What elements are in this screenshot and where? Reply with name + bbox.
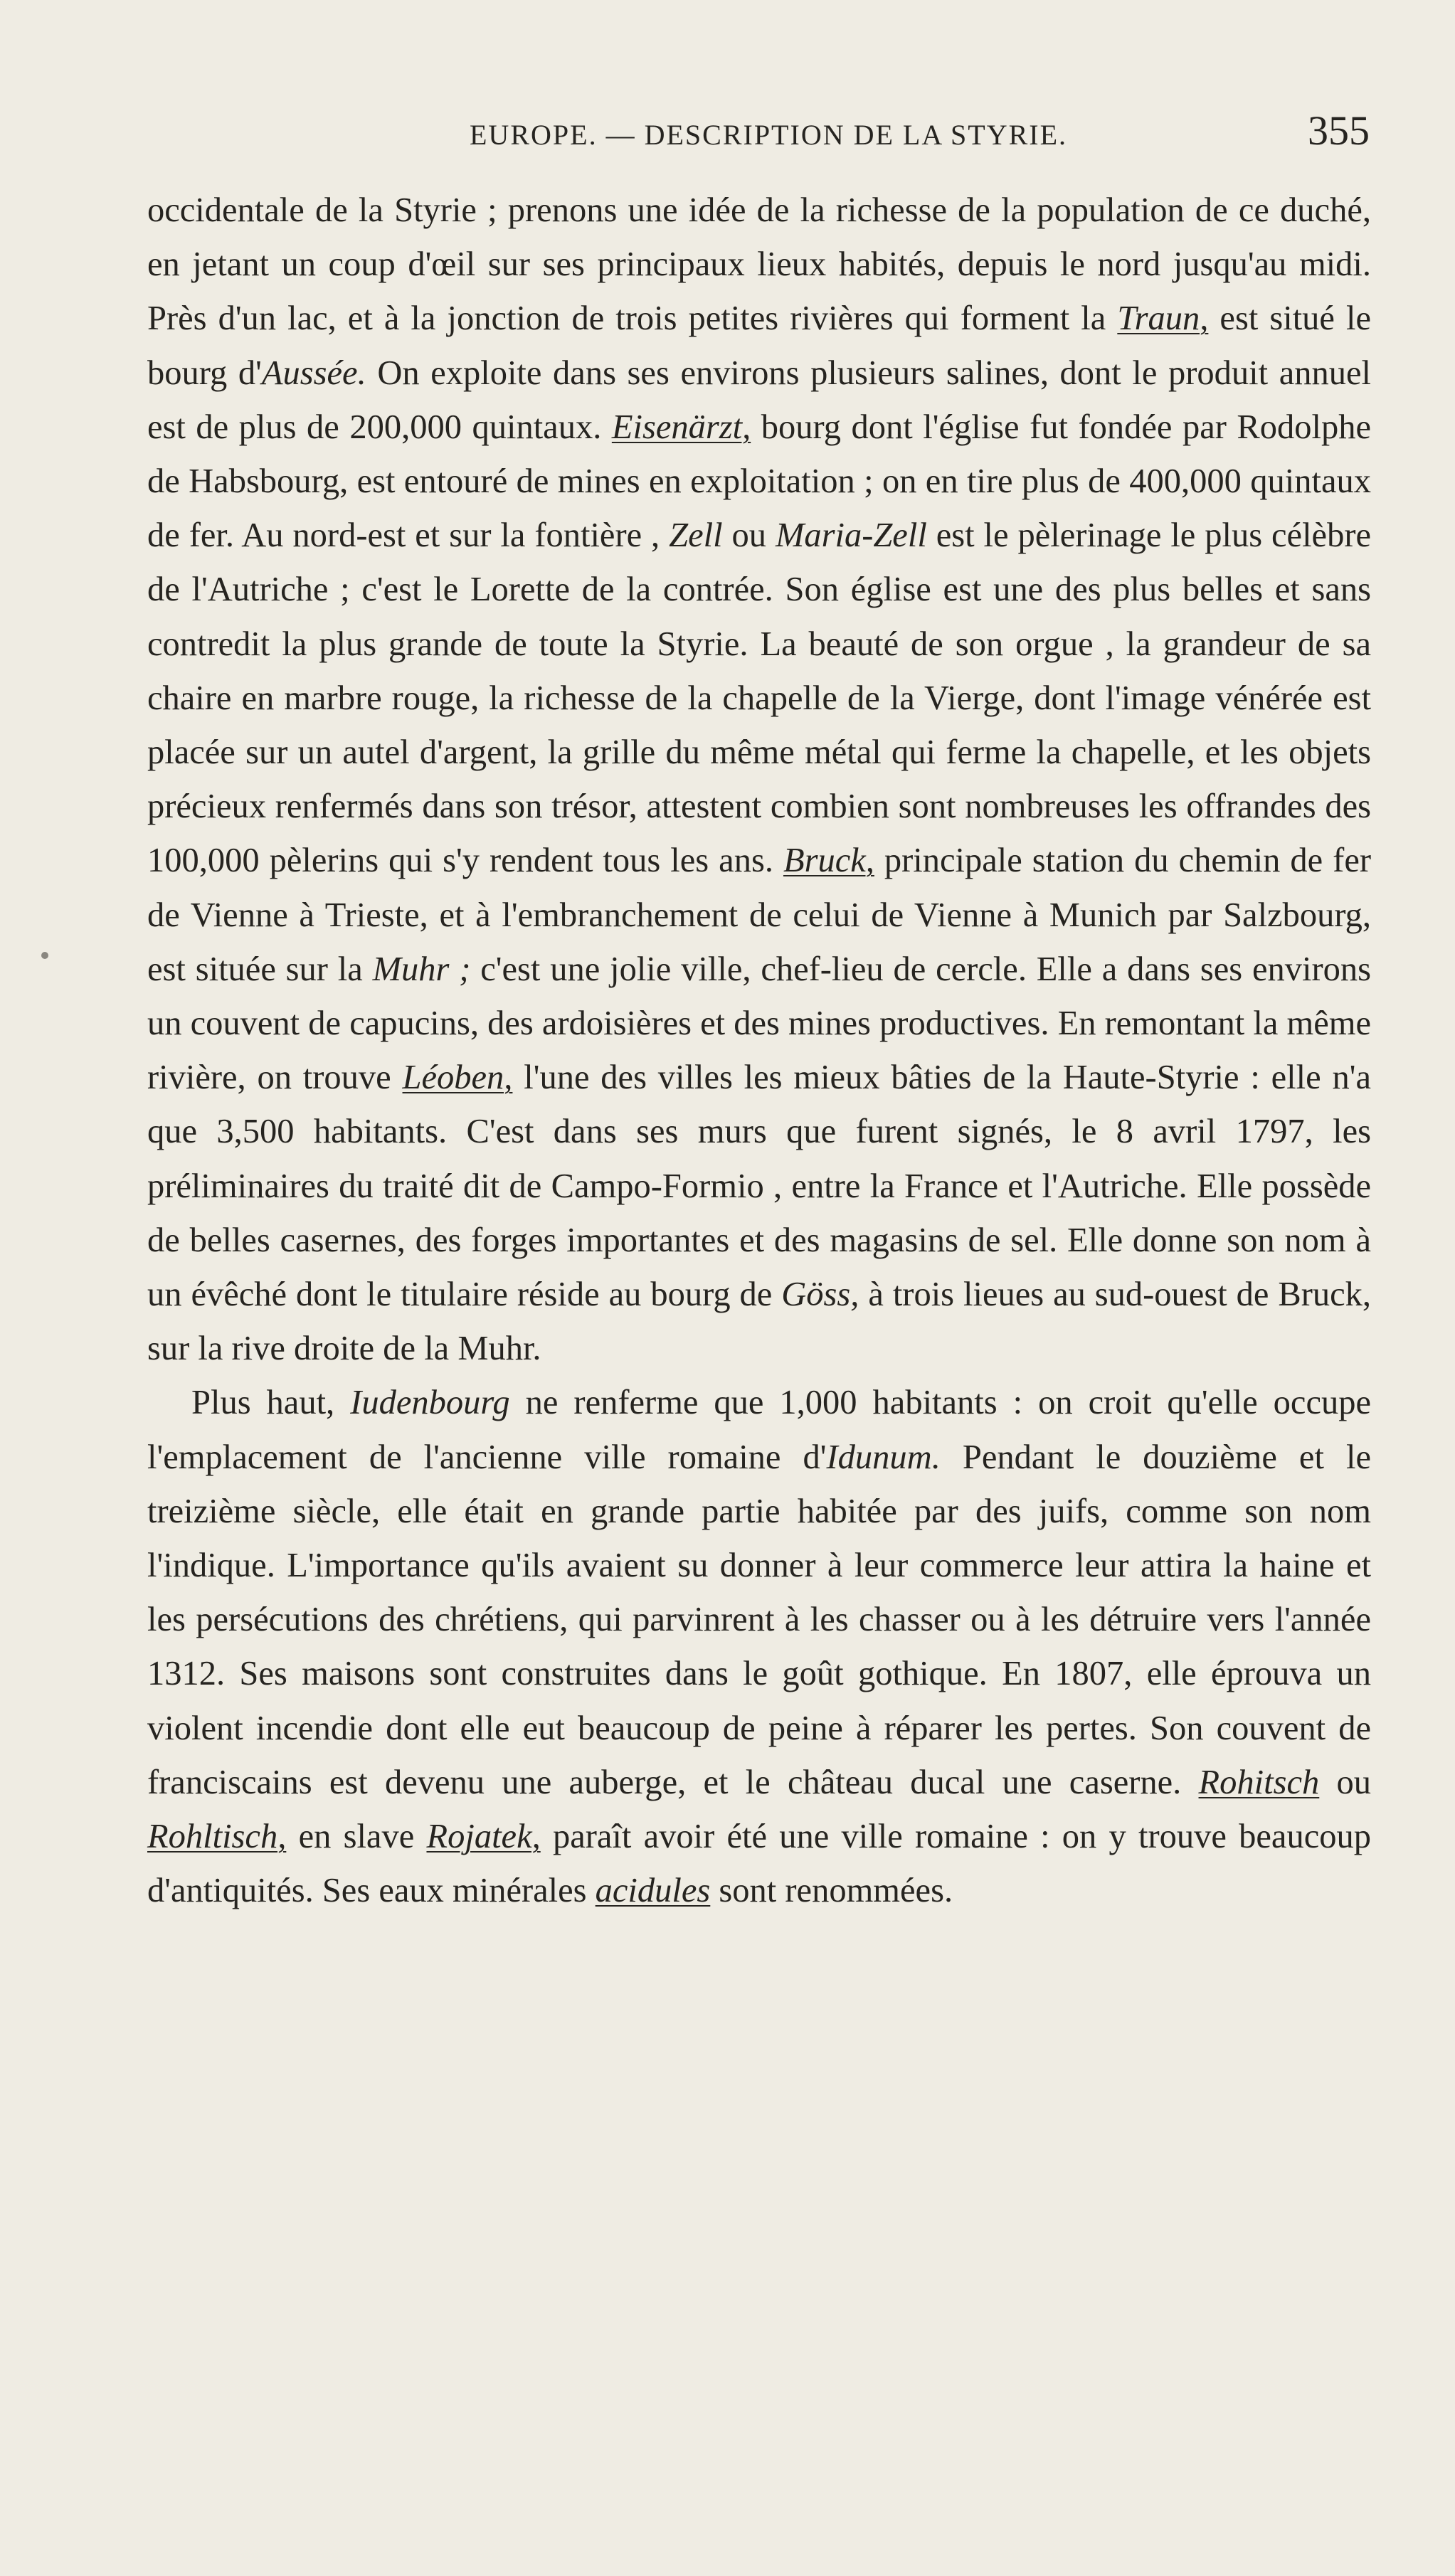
place-maria-zell: Maria-Zell [775, 516, 927, 555]
place-idunum: Idunum. [826, 1438, 941, 1476]
term-acidules: acidules [595, 1872, 711, 1910]
paragraph-styria-towns: occidentale de la Styrie ; prenons une idée de la richesse de la population de ce duché, en jetant un coup d'œil sur ses principaux lieux habités, depuis le nord jusqu'au midi. Près d'un lac, et à la jonction de trois petites rivières qui forment la Traun, est situé le bourg d'Aussée. On exploite dans ses environs plusieurs salines, dont le produit annuel est de plus de 200,000 quintaux. Eisenärzt, bourg dont l'église fut fondée par Rodolphe de Habsbourg, est entouré de mines en exploitation ; on en tire plus de 400,000 quintaux de fer. Au nord-est et sur la fontière , Zell ou Maria-Zell est le pèlerinage le plus célèbre de l'Autriche ; c'est le Lorette de la contrée. Son église est une des plus belles et sans contredit la plus grande de toute la Styrie. La beauté de son orgue , la grandeur de sa chaire en marbre rouge, la richesse de la chapelle de la Vierge, dont l'image vénérée est placée sur un autel d'argent, la grille du même métal qui ferme la chapelle, et les objets précieux renfermés dans son trésor, attestent combien sont nombreuses les offrandes des 100,000 pèlerins qui s'y rendent tous les ans. Bruck, principale station du chemin de fer de Vienne à Trieste, et à l'embranchement de celui de Vienne à Munich par Salzbourg, est située sur la Muhr ; c'est une jolie ville, chef-lieu de cercle. Elle a dans ses environs un couvent de capucins, des ardoisières et des mines productives. En remontant la même rivière, on trouve Léoben, l'une des villes les mieux bâties de la Haute-Styrie : elle n'a que 3,500 habitants. C'est dans ses murs que furent signés, le 8 avril 1797, les préliminaires du traité dit de Campo-Formio , entre la France et l'Autriche. Elle possède de belles casernes, des forges importantes et des magasins de sel. Elle donne son nom à un évêché dont le titulaire réside au bourg de Göss, à trois lieues au sud-ouest de Bruck, sur la rive droite de la Muhr. [147, 191, 1372, 1368]
place-bruck: Bruck, [783, 842, 874, 880]
running-title: EUROPE. — DESCRIPTION DE LA STYRIE. [470, 119, 1068, 151]
running-header [470, 105, 1370, 155]
place-muhr: Muhr ; [372, 950, 471, 988]
place-aussee: Aussée. [261, 354, 366, 392]
place-zell: Zell [669, 516, 723, 555]
page-number: 355 [1308, 107, 1370, 154]
place-rohltisch: Rohltisch, [147, 1818, 287, 1856]
place-goss: Göss, [781, 1276, 859, 1314]
place-rojatek: Rojatek, [426, 1818, 541, 1856]
place-traun: Traun, [1117, 300, 1209, 338]
margin-speck [41, 952, 48, 959]
paragraph-judenbourg: Plus haut, Iudenbourg ne renferme que 1,000 habitants : on croit qu'elle occupe l'emplacement de l'ancienne ville romaine d'Idunum. Pendant le douzième et le treizième siècle, elle était en grande partie habitée par des juifs, comme son nom l'indique. L'importance qu'ils avaient su donner à leur commerce leur attira la haine et les persécutions des chrétiens, qui parvinrent à les chasser ou à les détruire vers l'année 1312. Ses maisons sont construites dans le goût gothique. En 1807, elle éprouva un violent incendie dont elle eut beaucoup de peine à réparer les pertes. Son couvent de franciscains est devenu une auberge, et le château ducal une caserne. Rohitsch ou Rohltisch, en slave Rojatek, paraît avoir été une ville romaine : on y trouve beaucoup d'antiquités. Ses eaux minérales acidules sont renommées. [147, 1384, 1372, 1910]
place-leoben: Léoben, [402, 1059, 513, 1097]
place-rohitsch: Rohitsch [1198, 1763, 1320, 1801]
place-eisenarzt: Eisenärzt, [611, 408, 751, 446]
text-body [147, 184, 1371, 1919]
place-judenbourg: Iudenbourg [350, 1384, 510, 1422]
